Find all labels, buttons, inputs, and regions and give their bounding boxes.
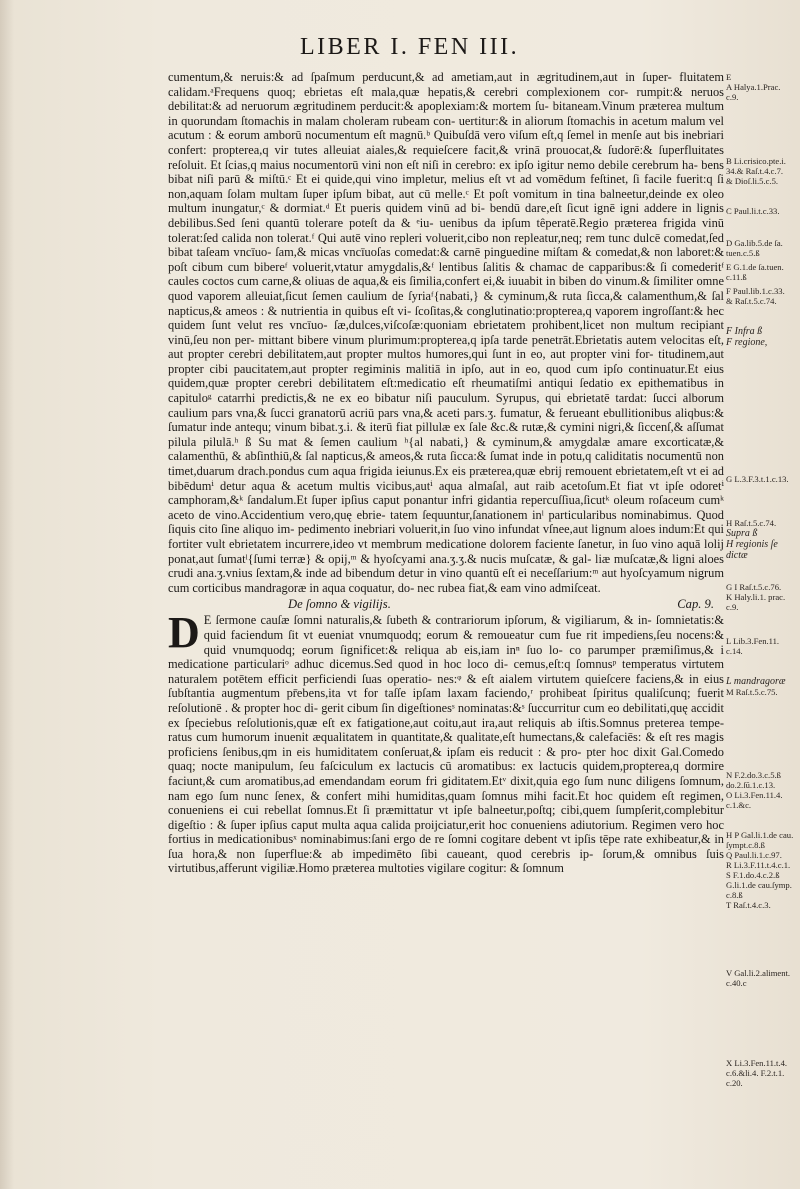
margin-note-line: tuen.c.5.ß [726, 248, 760, 258]
margin-note-line: X Li.3.Fen.11.t.4. [726, 1058, 788, 1068]
margin-note-b [726, 156, 800, 186]
paragraph-2: E ſermone cauſæ ſomni naturalis,& ſubeth & contrariorum ipſorum, & vigiliarum, & in- ſomnietatis:& quid faciendum ſit vt eueniat vnumquodq; eorum & remoueatur cum fue rit impediens,ſeu nocens:& quid vnumquodq; eorum ſignificet:& reliqua ab eis,iam inⁿ ſuo lo- co parumper præmiſimus,& i medicatione particulariᵒ adhuc dicemus.Sed quod in hoc loco di- cemus,eſt:q ſomnusᵖ temperatus virtutem naturalem potētem efficit perficiendi ſuas operatio- nes:ᵠ & eſt aialem virtutem quieſcere faciens,& in eius ſubſtantia augmentum pr̄ebens,ita vt for taſſe ipſam laxam faciendo,ʳ prohibeat ſpiritus qualiſcunq; fuerit reſolutionē . & propter hoc di- gerit cibum ſin digeſtionesˢ nominatas:&ˢ ſuccurritur cum eo debilitati,quę accidit ex ſpeciebus reſolutionis,quæ eſt ex fatigatione,aut coitu,aut ira,aut reliquis ab iſtis.Somnus preterea tempe- ratus cum humorum inuenit æqualitatem in quantitate,& qualitate,eſt humectans,& calefaciēs: & eſt res magis proficiens ſenibus,qm in eis humiditatem conſeruat,& ipſam eis reducit : & pro- pter hoc dixit Gal.Comedo quaq; nocte manipulum, ſeu faſciculum ex lactucis cū aromatibus: ex lactucis quidem,propterea,q dormire faciunt,& cum aromatibus,ad emendandam eorum fri giditatem.Etᵛ dixit,quia ego ſum nunc diligens ſomnum, nam ego ſum nunc ſenex, & confert mihi humiditas,quam ſomnus mihi facit.Et hoc quidem eſt regimen, conueniens ei cui rebellat ſomnus.Et ſi præmittatur vt ipſe balneetur,poſtq; cibi,quem ſumpſerit,complebitur digeſtio : & ſuper ipſius caput multa aqua calida proijciatur,erit hoc conueniens adiutorium. Regimen vero hoc fortius in medicationibusˣ nominabimus:ſani ergo de re ſomni cogitare debent vt ipſis tēpe rate exhibeatur,& in ſua hora,& non ſuperflue:& ab impedimēto ſibi caueant, quod cerebris ip- ſorum,& omnibus ſuis virtutibus,afferunt vigiliæ.Homo præterea multoties vigilare cogitur: & ſomnum [168, 613, 724, 876]
margin-note-line: F Infra ß [726, 326, 763, 337]
main-text-column [168, 70, 724, 876]
margin-note-line: V Gal.li.2.aliment. [726, 968, 791, 978]
margin-note-line: Q Paul.li.1.c.97. [726, 850, 782, 860]
margin-note-line: 34.& Raſ.t.4.c.7. [726, 166, 784, 176]
margin-note-line: T Raſ.t.4.c.3. [726, 900, 771, 910]
margin-note-line: c.9. [726, 92, 739, 102]
margin-note-line: & Dioſ.li.5.c.5. [726, 176, 779, 186]
margin-note-line: M Raſ.t.5.c.75. [726, 687, 778, 697]
margin-note-f [726, 286, 800, 306]
margin-note-p [726, 830, 800, 910]
margin-note-line: N F.2.do.3.c.5.ß [726, 770, 781, 780]
margin-note-line: H P Gal.li.1.de cau. [726, 830, 794, 840]
gutter-shadow [0, 0, 14, 1189]
margin-note-line: c.6.&li.4. F.2.t.1. [726, 1068, 785, 1078]
margin-note-line: ſympt.c.8.ß [726, 840, 765, 850]
margin-note-line: c.40.c [726, 978, 747, 988]
margin-note-line: K Haly.li.1. prac. [726, 592, 786, 602]
margin-note-line: H Raſ.t.5.c.74. [726, 518, 777, 528]
section-heading [168, 597, 724, 612]
margin-note-line: & Raſ.t.5.c.74. [726, 296, 777, 306]
margin-note-x [726, 1058, 800, 1088]
margin-note-line: c.14. [726, 646, 743, 656]
margin-note-line: O Li.3.Fen.11.4. [726, 790, 783, 800]
margin-note-line: G I Raſ.t.5.c.76. [726, 582, 782, 592]
paragraph-1: cumentum,& neruis:& ad ſpaſmum perducunt,& ad ametiam,aut in ægritudinem,aut in ſuper- fluitatem calidam.ᵃFrequens quoq; ebrietas eſt mala,quæ hepatis,& cerebri complexionem cor- rumpit:& neruos debilitat:& ad neruorum ægritudinem perducit:& apoplexiam:& mortem ſu- bitaneam.Vinum præterea multum in quorundam ſtomachis in malam choleram rubeam con- uertitur:& in aliorum ſtomachis in acetum malum vel acutum : & eorum amborū nocumentum eſt magnū.ᵇ Quibuſdā vero viſum eſt,q ſemel in menſe aut bis inebriari confert: propterea,q vir tutes alleuiat aiales,& requieſcere facit,& vrinā prouocat,& ſudorē:& ſuperfluitates reſoluit. Et ſcias,q maius nocumentorū vini non eſt niſi in cerebro: ex ipſo igitur nemo debile cerebrum ha- bens bibat niſi parū & miſtū.ᶜ Et ei quide,qui vino impletur, melius eſt vt ad vomēdum feſtinet, ſi facile fuerit:q ſi non,aquam ſolam multam ſuper ipſum bibat, aut cū melle.ᶜ Et poſt vomitum in tina balneetur,deinde ex oleo multum inungatur,ᶜ & dormiat.ᵈ Et pueris quidem vinū ad bi- bendū dare,eſt ſicut ignē igni addere in lignis debilibus.Sed ſeni quantū tolerare poteſt da & ᵉiu- uenibus da ipſum têperatē.Regio præterea frigida vinū tolerat:ſed calida non tolerat.ᶠ Qui autē vino repleri voluerit,cibo non repleatur,neq; rem tunc dulcē comedat,ſed bibat taſeam vncīuo- ſam,& micas vncīuoſas comedat:& carnē pinguedine miſtam & comedat,& non laboret:& poſt cibum cum bibereᶠ voluerit,vtatur amygdalis,&ᶠ lentibus ſalitis & chamac de capparibus:& ſi comederitᶠ caules coctos cum carne,& oliuas de aqua,& eis ſimilia,confert ei,& iuuabit in biben do vinum.& ſimiliter omne quod vaporem alleuiat,ſicut ſemen caulium de ſyriaᶠ{nabati,} & cyminum,& ruta ſicca,& calamenthum,& ſal napticus,& ameos : & nutrientia in quibus eſt vi- ſcoſitas,& conglutinatio:propterea,q vaporem ingroſſant:& hec quidem ſunt velut res vncīuo- ſæ,dulces,viſcoſæ:quoniam ebrietatem prohibent,licet non multum recipiant vinū,ſeu non per- mittant bibere vinum plurimum:propterea,q ipſa tarde penetrāt.Ebrietatis autem velocitas eſt, aut propter cerebri debilitatem,aut propter multos humores,qui ſunt in eo, aut propter vini for- titudinem,aut propter cibi paucitatem,aut propter regiminis malitiā in ipſo, aut in eo, quod cum ipſo continuatur.Et eius quidem,quæ propter cerebri debilitatem eſt:medicatio eſt rheumatiſmi antiqui ſedatio ex epithematibus in capituloᵍ catarrhi predictis,& ne ex eo bibatur niſi pauculum. Syrupus, qui ebrietatē tardat: ſucci alborum caulium pars vna,& ſucci granatorū acriū pars vna,& aceti pars.ʒ. fumatur, & ferueant ebullitionibus aliqbus:& ſumatur inde antequ; vinum bibat.ʒ.i. & iterū fiat pillulæ ex ſale &c.& rutæ,& cymini nigri,& ſiccenſ,& aſſumat pilula pilulā.ʰ ß Su mat & ſemen caulium ʰ{al nabati,} & cyminum,& amygdalæ amare excorticatæ,& calamenthū, & abſinthiū,& ſal napticus,& ameos,& ruta ſicca:& ſumat inde in potu,q caliditatis nocumentū non timet,duarum drach.pondus cum aqua frigida ieiunus.Ex eis præterea,quæ ebrij remouent ebrietatem,eſt vt ei ad bibēdumⁱ detur aqua & acetum multis vicibus,autⁱ aqua almaſal, aut raib acetoſum.Et fiat vt ipſe odoretⁱ camphoram,&ᵏ ſandalum.Et ſuper ipſius caput ponantur infri gidantia repercuſſiua,ſicutᵏ oleum roſaceum cumᵏ aceto de vino.Accidentium vero,quę ebrie- tatem ſequuntur,ſanationem inˡ particularibus nominabimus. Quod ſiquis cito ſine aliquo im- pedimento inebriari voluerit,in ſuo vino infundat vſnee,aut lignum aloes indum:Et qui fortiter vult ebrietatem incurrere,ideo vt membrum medicatione dolorem faciente ſanetur, in ſuo vino aquā lolij ponat,aut ſumatˡ{ſumi terræ} & opij,ᵐ & hyoſcyami ana.ʒ.ʒ.& nucis muſcatæ, & gal- liæ muſcatæ,& ligni aloes crudi ana.ʒ.vnius ſextam,& inde ad bibendum detur in vino quantū eſt ei neceſſarium:ᵐ aut hyoſcyamum nigrum cum corticibus mandragoræ in aqua coquatur, do- nec rubea fiat,& eam vino admiſceat. [168, 70, 724, 595]
margin-note-line: c.20. [726, 1078, 743, 1088]
margin-note-line: S F.1.do.4.c.2.ß [726, 870, 780, 880]
margin-note-line: F regione, [726, 337, 768, 348]
margin-note-line: H regionis ſe [726, 539, 778, 550]
margin-note-a [726, 72, 800, 102]
margin-note-c [726, 206, 800, 216]
section-title: De ſomno & vigilijs. [288, 597, 391, 612]
margin-note-i [726, 582, 800, 612]
margin-note-line: C Paul.li.t.c.33. [726, 206, 780, 216]
margin-note-line: do.2.ſū.1.c.13. [726, 780, 776, 790]
margin-note-v [726, 968, 800, 988]
margin-note-line: E G.1.de ſa.tuen. [726, 262, 784, 272]
margin-note-line: Supra ß [726, 528, 758, 539]
margin-note-line: D Ga.lib.5.de ſa. [726, 238, 783, 248]
running-head: LIBER I. FEN III. [300, 34, 520, 60]
margin-note-line: c.1.&c. [726, 800, 752, 810]
margin-note-n [726, 770, 800, 810]
margin-note-line: L mandragoræ [726, 676, 786, 687]
margin-note-line: B Li.crisico.pte.i. [726, 156, 786, 166]
margin-note-e [726, 262, 800, 282]
margin-note-h [726, 518, 800, 561]
margin-note-line: R Li.3.F.11.t.4.c.1. [726, 860, 791, 870]
margin-note-line: c.8.ß [726, 890, 743, 900]
margin-note-line: E [726, 72, 732, 82]
margin-note-m [726, 676, 800, 697]
margin-note-line: c.9. [726, 602, 739, 612]
margin-note-line: G.li.1.de cau.ſymp. [726, 880, 792, 890]
margin-note-line: F Paul.lib.1.c.33. [726, 286, 785, 296]
margin-note-d [726, 238, 800, 258]
margin-note-f-infra [726, 326, 800, 348]
margin-note-g [726, 474, 800, 484]
margin-note-line: L Lib.3.Fen.11. [726, 636, 780, 646]
margin-note-l [726, 636, 800, 656]
margin-note-line: dictæ [726, 550, 748, 561]
margin-note-line: G L.3.F.3.t.1.c.13. [726, 474, 789, 484]
chapter-number: Cap. 9. [677, 597, 714, 612]
paragraph-2-block [168, 608, 724, 876]
margin-note-line: A Halya.1.Prac. [726, 82, 781, 92]
drop-cap: D [168, 608, 200, 658]
margin-note-line: c.11.ß [726, 272, 747, 282]
